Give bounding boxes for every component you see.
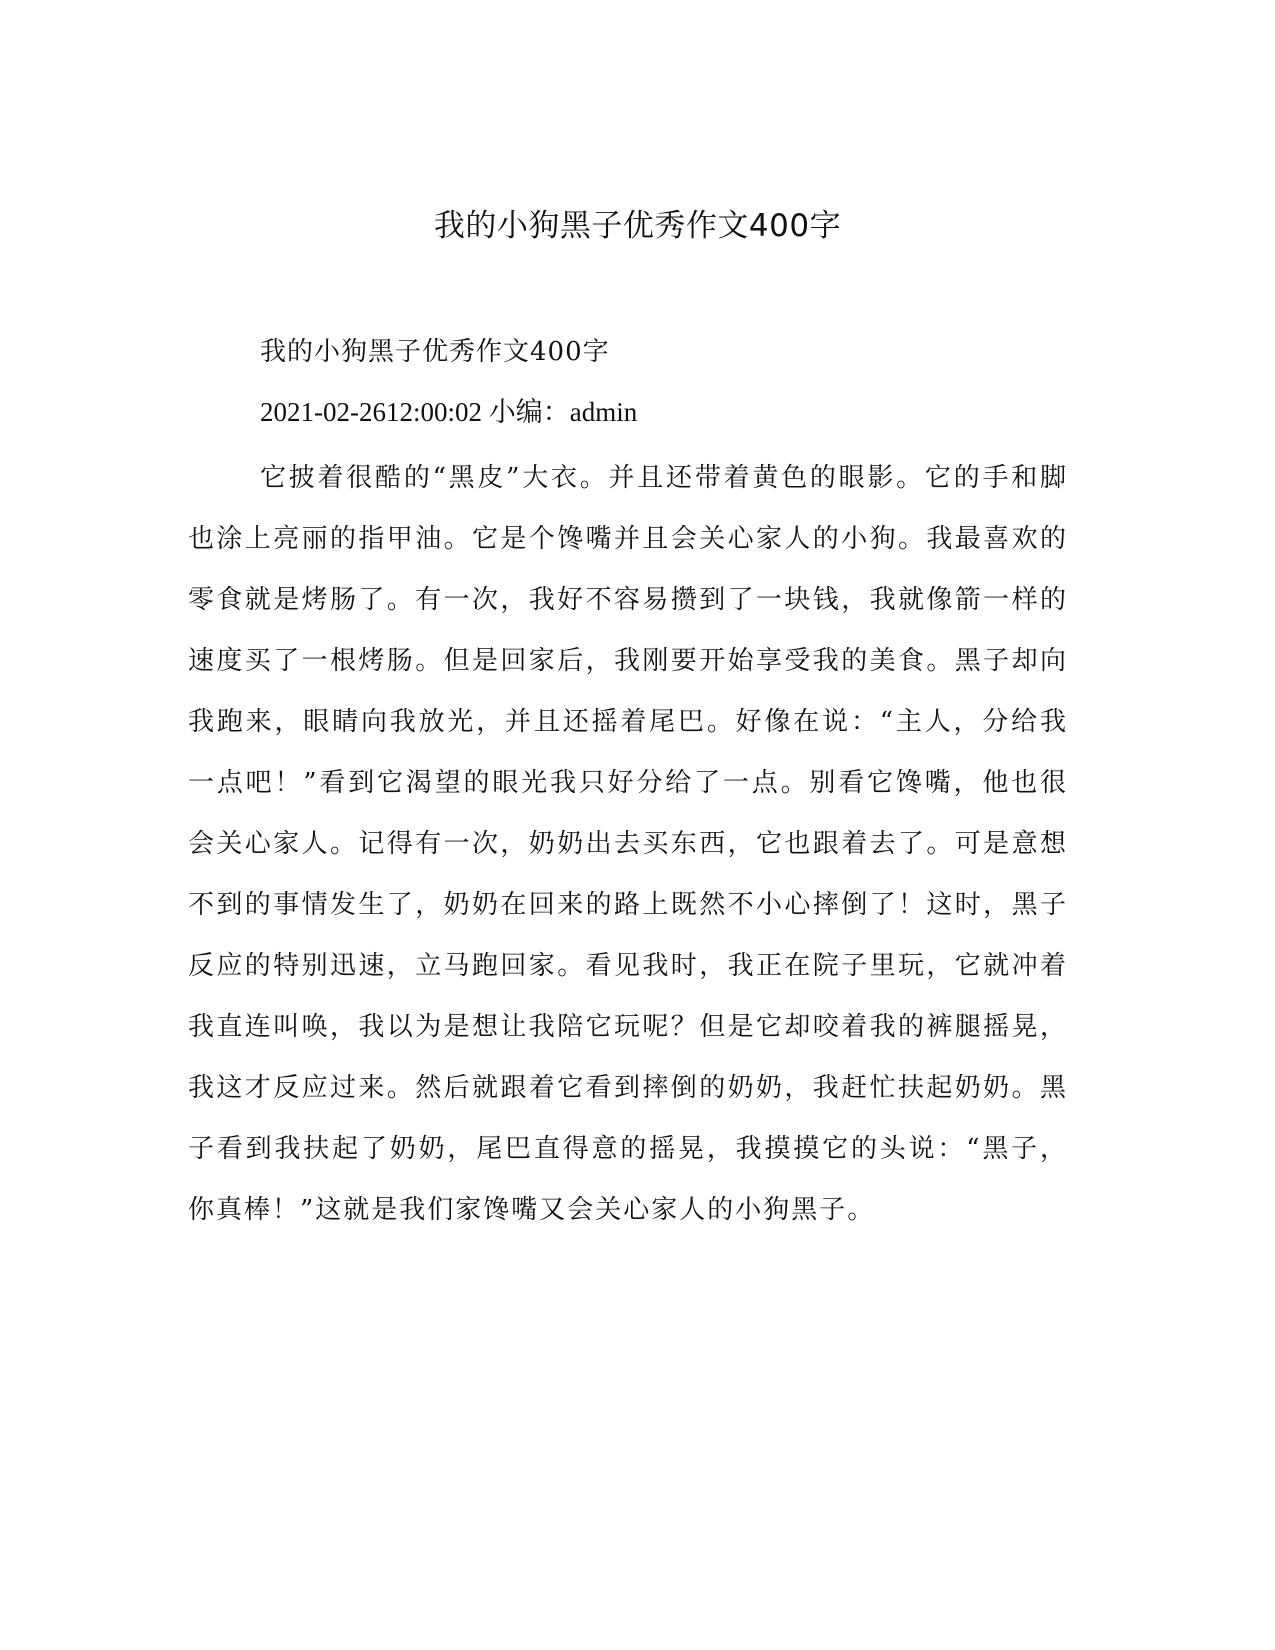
article-body: 它披着很酷的“黑皮”大衣。并且还带着黄色的眼影。它的手和脚也涂上亮丽的指甲油。它是个馋嘴并且会关心家人的小狗。我最喜欢的零食就是烤肠了。有一次，我好不容易攒到了一块钱，我就像箭一样的速度买了一根烤肠。但是回家后，我刚要开始享受我的美食。黑子却向我跑来，眼睛向我放光，并且还摇着尾巴。好像在说：“主人，分给我一点吧！”看到它渴望的眼光我只好分给了一点。别看它馋嘴，他也很会关心家人。记得有一次，奶奶出去买东西，它也跟着去了。可是意想不到的事情发生了，奶奶在回来的路上既然不小心摔倒了！这时，黑子反应的特别迅速，立马跑回家。看见我时，我正在院子里玩，它就冲着我直连叫唤，我以为是想让我陪它玩呢？但是它却咬着我的裤腿摇晃，我这才反应过来。然后就跟着它看到摔倒的奶奶，我赶忙扶起奶奶。黑子看到我扶起了奶奶，尾巴直得意的摇晃，我摸摸它的头说：“黑子，你真棒！”这就是我们家馋嘴又会关心家人的小狗黑子。 xyxy=(188,463,1068,1225)
document-title: 我的小狗黑子优秀作文400字 xyxy=(433,208,842,244)
article-heading: 我的小狗黑子优秀作文400字 xyxy=(260,337,610,367)
article-meta: 2021-02-2612:00:02 小编：admin xyxy=(260,397,638,427)
